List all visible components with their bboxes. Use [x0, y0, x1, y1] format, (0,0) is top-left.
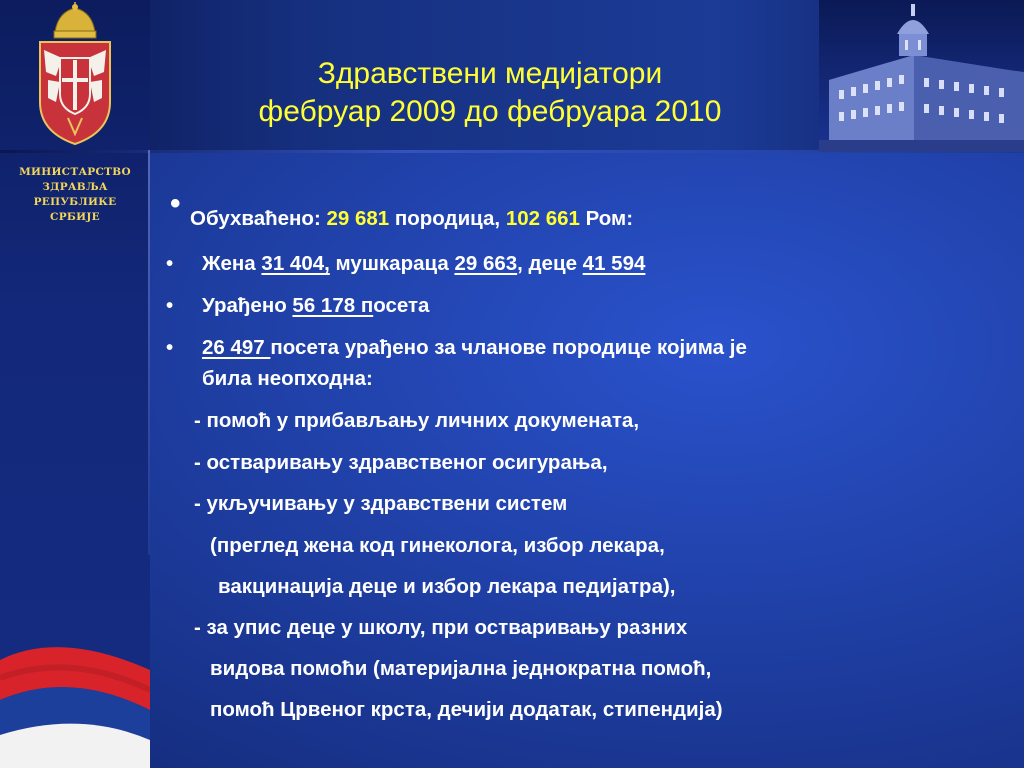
- ministry-label: [4, 165, 146, 225]
- visits-label: Урађено: [202, 294, 293, 317]
- roma-label: Ром:: [579, 207, 634, 230]
- bullet-demographics: [202, 252, 645, 276]
- roma-count: 102 661: [505, 207, 580, 230]
- children-count: 41 594: [582, 252, 646, 275]
- sub-item: помоћ Црвеног крста, дечији додатак, стипендија): [210, 698, 723, 721]
- visits-suffix: осета: [373, 294, 430, 317]
- sub-item: (преглед жена код гинеколога, избор лекара,: [210, 534, 665, 557]
- women-count: 31 404,: [261, 252, 330, 275]
- bullet-visits: [202, 294, 429, 318]
- children-label: , деце: [517, 252, 583, 275]
- sub-item: - укључивању у здравствени систем: [194, 492, 568, 515]
- bullet-icon: •: [166, 336, 174, 359]
- bullet-family-visits: [202, 336, 747, 360]
- main-bullet: [190, 207, 633, 231]
- sub-item: вакцинација деце и избор лекара педијатра),: [218, 575, 676, 598]
- coat-of-arms-icon: [28, 2, 122, 148]
- slide-title: [160, 55, 820, 131]
- sub-item: видова помоћи (материјална једнократна помоћ,: [210, 657, 712, 680]
- title-line: фебруар 2009 до фебруара 2010: [258, 95, 722, 128]
- men-label: мушкараца: [329, 252, 455, 275]
- sub-item: - остваривању здравственог осигурања,: [194, 451, 608, 474]
- main-bullet-prefix: Обухваћено:: [190, 207, 327, 230]
- ministry-line: ЗДРАВЉА: [42, 181, 108, 193]
- bullet-icon: •: [166, 252, 174, 275]
- government-building-image: [819, 0, 1024, 152]
- main-bullet-icon: •: [170, 187, 181, 220]
- ministry-line: МИНИСТАРСТВО: [19, 166, 131, 178]
- bullet-icon: •: [166, 294, 174, 317]
- sidebar-divider: [148, 150, 150, 555]
- women-label: Жена: [202, 252, 262, 275]
- visits-count: 56 178 п: [292, 294, 374, 317]
- families-count: 29 681: [326, 207, 390, 230]
- title-line: Здравствени медијатори: [317, 57, 663, 90]
- ministry-line: РЕПУБЛИКЕ: [33, 196, 117, 208]
- family-visits-text-cont: била неопходна:: [202, 367, 373, 390]
- serbian-flag-image: [0, 560, 150, 768]
- men-count: 29 663: [454, 252, 518, 275]
- sub-item: - помоћ у прибављању личних докумената,: [194, 409, 640, 432]
- family-visits-text: посета урађено за чланове породице којима је: [270, 336, 747, 359]
- sub-item: - за упис деце у школу, при остваривању разних: [194, 616, 688, 639]
- family-visits-count: 26 497: [202, 336, 271, 359]
- ministry-line: СРБИЈЕ: [50, 211, 100, 223]
- families-label: породица,: [389, 207, 506, 230]
